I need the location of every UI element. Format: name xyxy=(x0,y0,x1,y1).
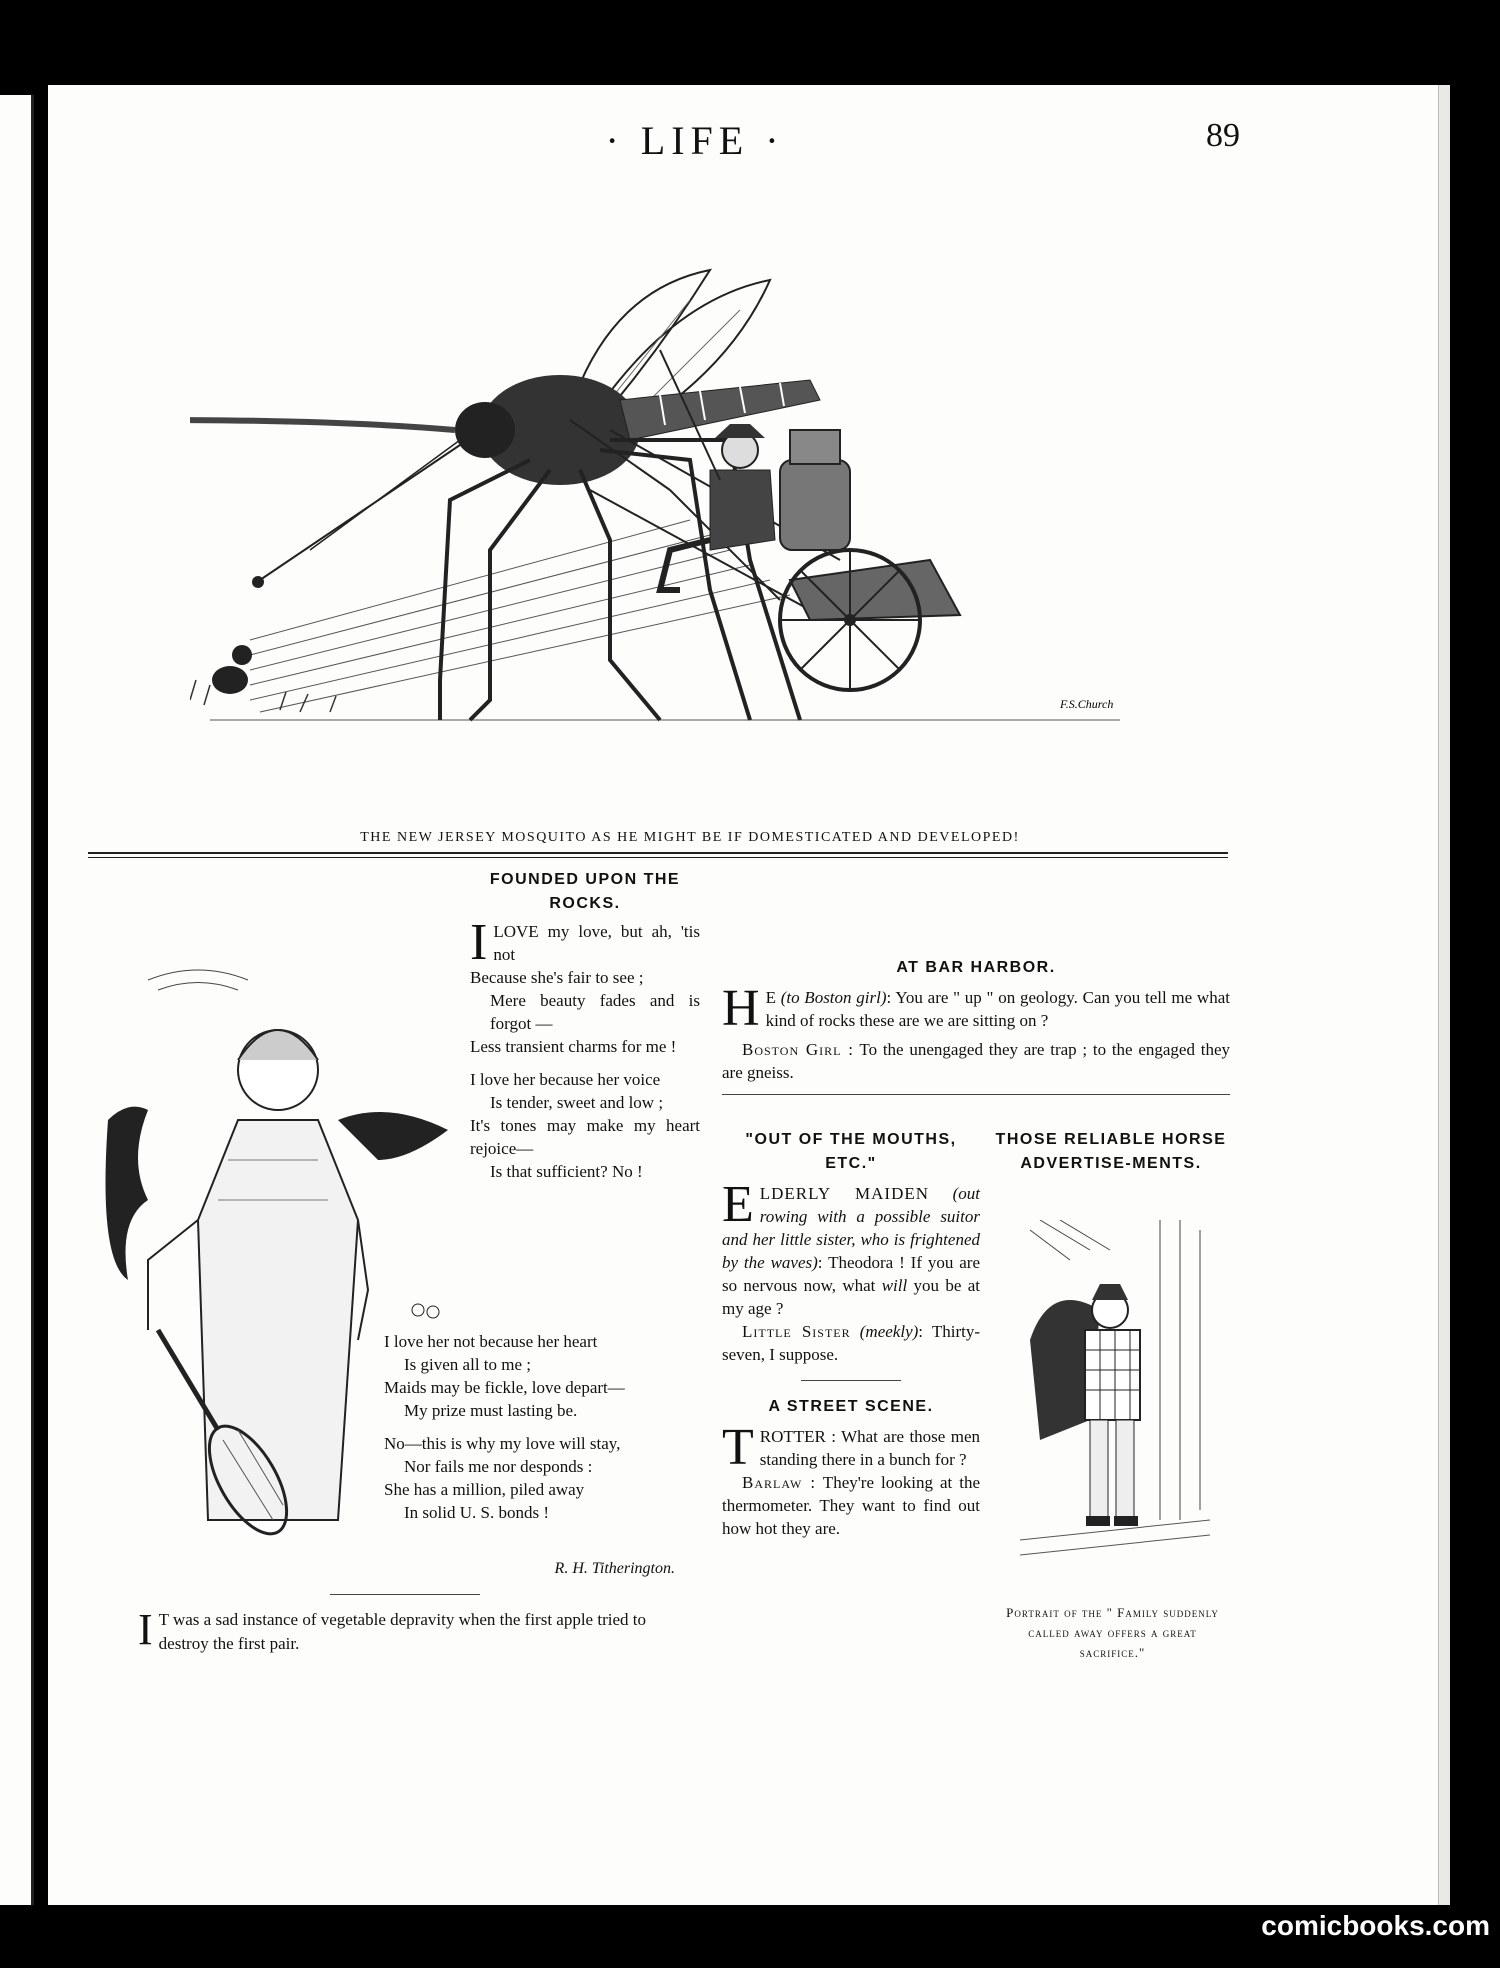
poem-line: Because she's fair to see ; xyxy=(470,968,644,987)
poem-line: Is that sufficient? No ! xyxy=(490,1162,643,1181)
poem-line: She has a million, piled away xyxy=(384,1480,585,1499)
dropcap: T xyxy=(722,1419,754,1476)
poem-line: Is given all to me ; xyxy=(404,1355,532,1374)
dialogue-text: They're looking at the thermometer. They want to find out how hot they are. xyxy=(722,1473,980,1538)
out-of-the-mouths xyxy=(722,1128,980,1540)
dialogue-text: ROTTER : What are those men standing there in a bunch for ? xyxy=(759,1427,980,1469)
poem-line: I love her because her voice xyxy=(470,1070,661,1089)
separator-rule xyxy=(801,1380,901,1381)
watermark: comicbooks.com xyxy=(1261,1910,1490,1941)
joke-text: T was a sad instance of vegetable depravity when the first apple tried to destroy the first pair. xyxy=(158,1610,646,1653)
speaker: Barlaw : xyxy=(742,1473,817,1492)
dropcap: H xyxy=(722,980,760,1037)
stage-direction: (to Boston girl) xyxy=(780,988,887,1007)
horse-man-illustration xyxy=(1010,1220,1220,1590)
horse-advertisements xyxy=(992,1128,1230,1176)
section-title: THOSE RELIABLE HORSE ADVERTISE-MENTS. xyxy=(995,1131,1227,1172)
horse-illustration-caption: Portrait of the " Family suddenly called away offers a great sacrifice." xyxy=(1006,1605,1219,1660)
page-number: 89 xyxy=(1206,117,1240,154)
poem-line: Mere beauty fades and is forgot — xyxy=(490,991,700,1033)
separator-rule xyxy=(722,1094,1230,1095)
dialogue-text: : Theodora ! If you are so nervous now, what xyxy=(722,1253,980,1295)
poem-author: R. H. Titherington. xyxy=(554,1560,675,1577)
at-bar-harbor xyxy=(722,956,1230,1105)
stage-direction: (meekly) xyxy=(859,1322,919,1341)
mosquito-cart-illustration xyxy=(190,260,1150,820)
poem-line: My prize must lasting be. xyxy=(404,1401,578,1420)
masthead: · LIFE · xyxy=(605,118,785,163)
poem-founded-upon-the-rocks xyxy=(470,868,700,1183)
right-page-edge xyxy=(1438,85,1450,1905)
dropcap: I xyxy=(138,1605,153,1654)
poem-line: No—this is why my love will stay, xyxy=(384,1434,621,1453)
double-rule xyxy=(88,852,1228,858)
artist-signature: F.S.Church xyxy=(1060,697,1114,711)
dropcap: I xyxy=(470,914,488,971)
poem-line: Maids may be fickle, love depart— xyxy=(384,1378,625,1397)
vegetable-depravity-joke xyxy=(138,1605,700,1656)
poem-line: I love her not because her heart xyxy=(384,1332,598,1351)
emphasis: will xyxy=(881,1276,908,1295)
left-page-edge xyxy=(0,95,34,1905)
poem-line: It's tones may make my heart rejoice— xyxy=(470,1116,700,1158)
dropcap: E xyxy=(722,1176,754,1233)
dialogue-text: you be at my age ? xyxy=(722,1276,980,1318)
poem-line: Nor fails me nor desponds : xyxy=(404,1457,593,1476)
speaker: Little Sister xyxy=(742,1322,851,1341)
poem-line: In solid U. S. bonds ! xyxy=(404,1503,549,1522)
poem-continued xyxy=(384,1330,700,1524)
dialogue-text: : Thirty-seven, I suppose. xyxy=(722,1322,980,1364)
main-illustration-caption: THE NEW JERSEY MOSQUITO AS HE MIGHT BE IF DOMESTICATED AND DEVELOPED! xyxy=(360,830,1020,845)
dialogue-text: To the unengaged they are trap ; to the engaged they are gneiss. xyxy=(722,1040,1230,1082)
section-title: "OUT OF THE MOUTHS, ETC." xyxy=(745,1131,957,1172)
dialogue-text: E xyxy=(765,988,781,1007)
poem-title: FOUNDED UPON THE ROCKS. xyxy=(489,871,681,912)
stage-direction: (out rowing with a possible suitor and her little sister, who is frightened by the waves) xyxy=(722,1184,980,1272)
poem-line: LOVE my love, but ah, 'tis not xyxy=(493,922,700,964)
poem-line: Is tender, sweet and low ; xyxy=(490,1093,664,1112)
separator-rule xyxy=(330,1594,480,1595)
section-title: A STREET SCENE. xyxy=(768,1398,934,1415)
speaker: LDERLY MAIDEN xyxy=(759,1184,930,1203)
speaker: Boston Girl : xyxy=(742,1040,854,1059)
poem-line: Less transient charms for me ! xyxy=(470,1037,677,1056)
section-title: AT BAR HARBOR. xyxy=(896,959,1056,976)
dialogue-text: : You are " up " on geology. Can you tell me what kind of rocks these are we are sitting on ? xyxy=(765,988,1230,1030)
